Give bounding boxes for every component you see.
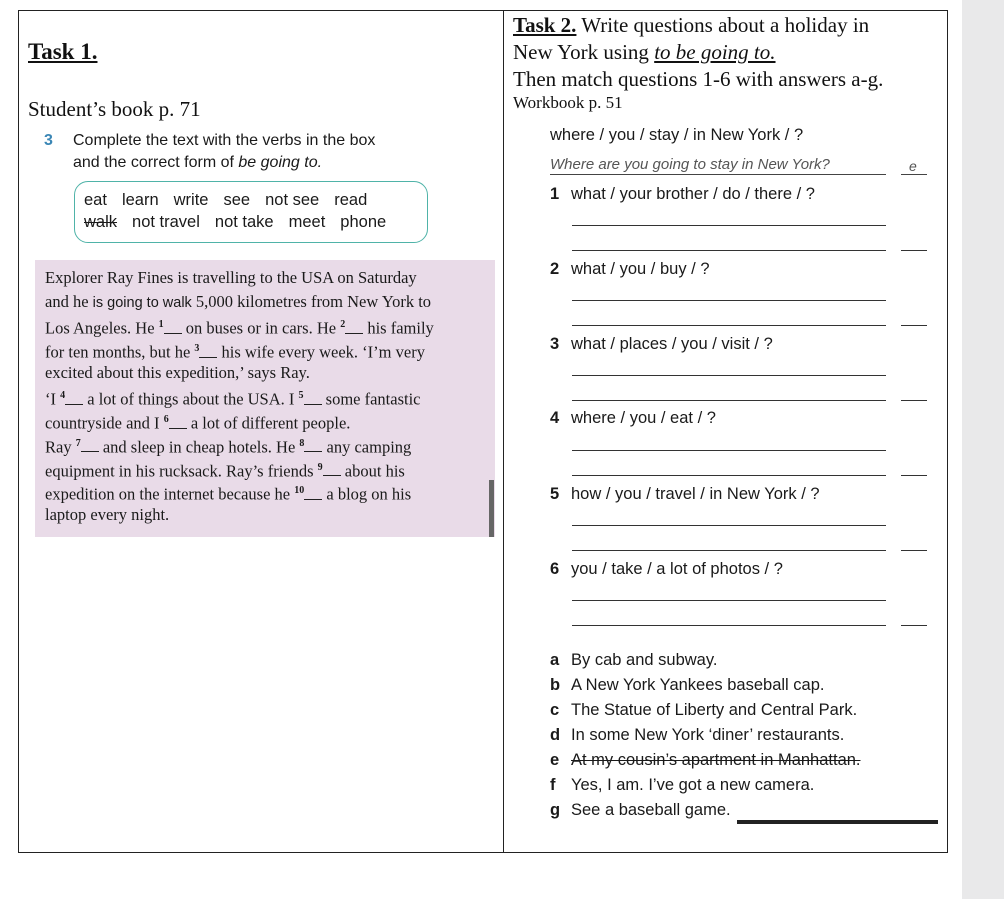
- task2-line-1: Task 2. Write questions about a holiday in: [513, 13, 870, 37]
- task2-title: Task 2.: [513, 13, 577, 37]
- word-read: read: [334, 191, 368, 209]
- answer-g-underline: [737, 820, 938, 824]
- answer-options-list: [550, 648, 861, 823]
- passage-line: laptop every night.: [45, 504, 170, 524]
- instruction-line-1: Complete the text with the verbs in the box: [73, 132, 376, 149]
- question-4: 4 where / you / eat / ?: [550, 409, 716, 427]
- question-1: 1 what / your brother / do / there / ?: [550, 185, 815, 203]
- blank-3[interactable]: [199, 345, 217, 358]
- answer-option-b: b A New York Yankees baseball cap.: [550, 676, 825, 694]
- gray-margin-strip: [962, 0, 1004, 899]
- answer-option-f: f Yes, I am. I’ve got a new camera.: [550, 776, 815, 794]
- blank-8[interactable]: [304, 439, 322, 452]
- question-5: 5 how / you / travel / in New York / ?: [550, 485, 820, 503]
- word-eat: eat: [84, 191, 107, 209]
- passage-line: for ten months, but he $^3$ his wife every week. ‘I’m very: [45, 342, 425, 362]
- example-prompt: where / you / stay / in New York / ?: [550, 126, 804, 144]
- answer-line[interactable]: [572, 225, 886, 226]
- passage-line: excited about this expedition,’ says Ray.: [45, 362, 310, 382]
- task1-title: Task 1.: [28, 39, 98, 64]
- passage-line: countryside and I $^6$ a lot of different people.: [45, 413, 351, 433]
- word-walk-used: walk: [84, 213, 118, 231]
- exercise-number: 3: [44, 132, 53, 149]
- task2-line-2: New York using to be going to.: [513, 40, 776, 64]
- passage-line: equipment in his rucksack. Ray’s friends $^9$ about his: [45, 461, 405, 480]
- answer-line[interactable]: [572, 475, 886, 476]
- match-letter-line[interactable]: [901, 475, 927, 476]
- word-phone: phone: [340, 213, 387, 231]
- exercise-3-instruction: [44, 130, 464, 174]
- passage-line: ‘I $^4$ a lot of things about the USA. I $^5$ some fantastic: [45, 389, 421, 409]
- workbook-reference: Workbook p. 51: [513, 93, 623, 112]
- blank-7[interactable]: [81, 439, 99, 452]
- word-box-row-1: [84, 191, 382, 210]
- example-answer-inline: is going to walk: [92, 294, 192, 311]
- task2-instruction: [513, 12, 953, 93]
- match-letter-line[interactable]: [901, 550, 927, 551]
- word-see: see: [223, 191, 251, 209]
- answer-line[interactable]: [572, 375, 886, 376]
- example-answer: Where are you going to stay in New York?: [550, 156, 830, 173]
- verb-word-box: [74, 181, 428, 243]
- blank-2[interactable]: [345, 321, 363, 334]
- answer-line[interactable]: [572, 325, 886, 326]
- question-6: 6 you / take / a lot of photos / ?: [550, 560, 783, 578]
- answer-line[interactable]: [572, 525, 886, 526]
- match-letter-line[interactable]: [901, 325, 927, 326]
- word-not-travel: not travel: [132, 213, 200, 231]
- answer-option-e-used: e At my cousin’s apartment in Manhattan.: [550, 751, 861, 769]
- blank-10[interactable]: [304, 487, 322, 500]
- answer-line[interactable]: [572, 450, 886, 451]
- question-3: 3 what / places / you / visit / ?: [550, 335, 773, 353]
- match-letter-line[interactable]: [901, 625, 927, 626]
- answer-line[interactable]: [572, 400, 886, 401]
- blank-1[interactable]: [164, 321, 182, 334]
- answer-option-d: d In some New York ‘diner’ restaurants.: [550, 726, 845, 744]
- passage-line: Los Angeles. He $^1$ on buses or in cars. He $^2$ his family: [45, 318, 434, 338]
- match-letter-line[interactable]: [901, 250, 927, 251]
- question-2: 2 what / you / buy / ?: [550, 260, 710, 278]
- word-box-row-2: [84, 213, 401, 232]
- task2-line-3: Then match questions 1-6 with answers a-g.: [513, 67, 884, 91]
- word-meet: meet: [288, 213, 326, 231]
- word-not-take: not take: [214, 213, 274, 231]
- match-letter-line[interactable]: [901, 400, 927, 401]
- column-divider: [503, 10, 504, 853]
- passage-line: Explorer Ray Fines is travelling to the USA on Saturday: [45, 268, 417, 287]
- example-letter-line: [901, 174, 927, 175]
- word-learn: learn: [121, 191, 159, 209]
- passage-line: and he is going to walk 5,000 kilometres from New York to: [45, 291, 432, 311]
- answer-line[interactable]: [572, 250, 886, 251]
- passage-line: expedition on the internet because he $^{10}$ a blog on his: [45, 484, 412, 504]
- answer-line[interactable]: [572, 300, 886, 301]
- students-book-reference: Student’s book p. 71: [28, 97, 201, 121]
- blank-6[interactable]: [169, 416, 187, 429]
- answer-option-c: c The Statue of Liberty and Central Park.: [550, 701, 858, 719]
- word-write: write: [173, 191, 209, 209]
- answer-option-g: g See a baseball game.: [550, 801, 731, 819]
- blank-9[interactable]: [323, 463, 341, 476]
- word-not-see: not see: [265, 191, 320, 209]
- example-match-letter: e: [909, 158, 917, 174]
- blank-4[interactable]: [65, 392, 83, 405]
- instruction-line-2: and the correct form of be going to.: [73, 154, 323, 171]
- passage-line: Ray $^7$ and sleep in cheap hotels. He $^8$ any camping: [45, 437, 412, 457]
- example-answer-line: [550, 174, 886, 175]
- reading-passage: [45, 266, 490, 527]
- blank-5[interactable]: [304, 392, 322, 405]
- answer-line[interactable]: [572, 625, 886, 626]
- answer-line[interactable]: [572, 600, 886, 601]
- answer-line[interactable]: [572, 550, 886, 551]
- answer-option-a: a By cab and subway.: [550, 651, 718, 669]
